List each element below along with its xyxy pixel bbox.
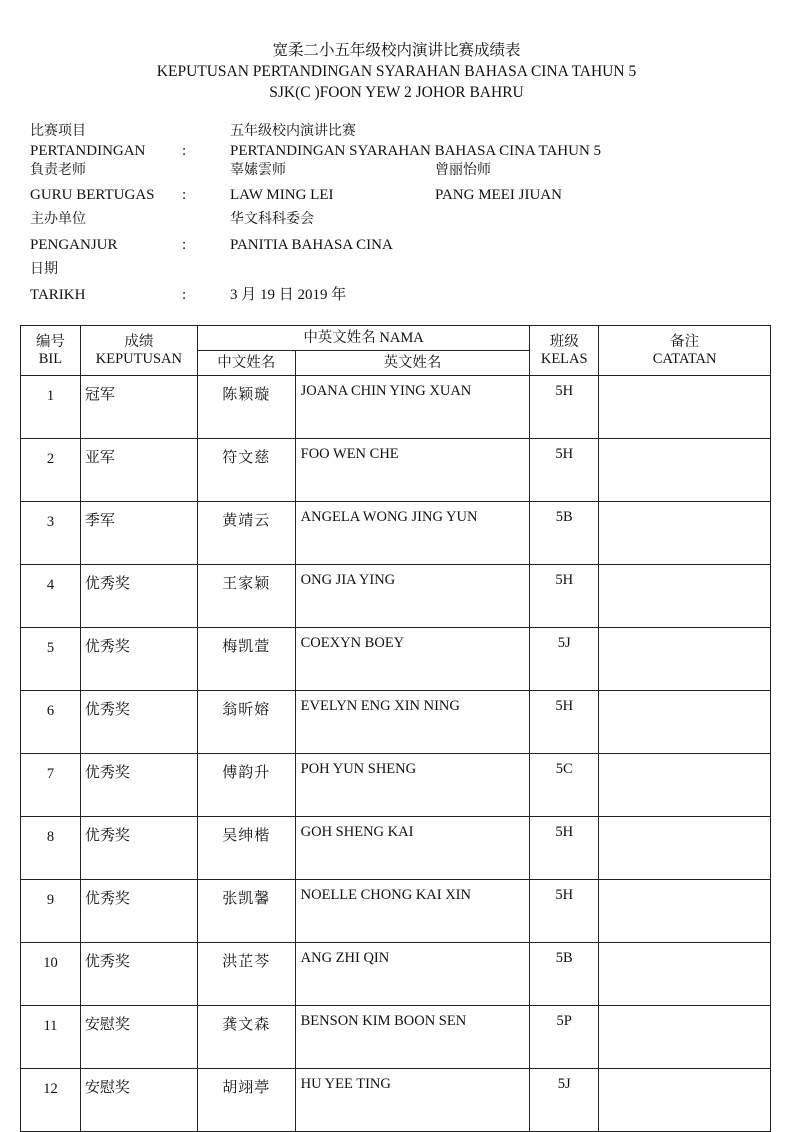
row-name-en: GOH SHENG KAI	[295, 817, 530, 880]
row-name-zh: 黄靖云	[197, 502, 295, 565]
table-row	[21, 502, 771, 565]
row-notes	[599, 1069, 771, 1132]
class-header-zh: 班级	[549, 333, 579, 350]
row-notes	[599, 691, 771, 754]
row-name-en: HU YEE TING	[295, 1069, 530, 1132]
row-notes	[599, 817, 771, 880]
row-result: 优秀奖	[80, 943, 197, 1006]
bil-header-zh: 编号	[35, 333, 65, 350]
table-row	[21, 817, 771, 880]
row-number: 3	[21, 502, 81, 565]
row-number: 7	[21, 754, 81, 817]
teacher-colon: :	[182, 187, 187, 203]
organizer-zh-value: 华文科科委会	[230, 212, 314, 227]
notes-header-ms: CATATAN	[652, 350, 717, 367]
row-notes	[599, 565, 771, 628]
class-header	[530, 326, 599, 376]
row-name-zh: 张凯馨	[197, 880, 295, 943]
row-name-en: POH YUN SHENG	[295, 754, 530, 817]
row-result: 优秀奖	[80, 565, 197, 628]
bil-header	[21, 326, 81, 376]
row-result: 冠军	[80, 376, 197, 439]
result-header-zh: 成绩	[124, 333, 154, 350]
organizer-zh-label: 主办单位	[30, 212, 86, 227]
results-table	[20, 325, 771, 1132]
table-row	[21, 628, 771, 691]
row-name-en: EVELYN ENG XIN NING	[295, 691, 530, 754]
row-notes	[599, 754, 771, 817]
row-class: 5C	[530, 754, 599, 817]
date-value: 3 月 19 日 2019 年	[230, 287, 347, 303]
row-result: 优秀奖	[80, 880, 197, 943]
class-header-ms: KELAS	[540, 350, 588, 367]
row-result: 优秀奖	[80, 817, 197, 880]
row-name-en: JOANA CHIN YING XUAN	[295, 376, 530, 439]
row-result: 优秀奖	[80, 628, 197, 691]
row-name-zh: 胡翊葶	[197, 1069, 295, 1132]
row-name-en: BENSON KIM BOON SEN	[295, 1006, 530, 1069]
row-number: 12	[21, 1069, 81, 1132]
date-zh-label: 日期	[30, 262, 58, 277]
row-number: 1	[21, 376, 81, 439]
name-en-header: 英文姓名	[295, 351, 530, 376]
row-name-zh: 陈颖璇	[197, 376, 295, 439]
organizer-label: PENGANJUR	[30, 237, 118, 253]
row-notes	[599, 880, 771, 943]
row-class: 5B	[530, 943, 599, 1006]
row-result: 亚军	[80, 439, 197, 502]
table-row	[21, 943, 771, 1006]
table-row	[21, 880, 771, 943]
row-number: 6	[21, 691, 81, 754]
row-name-zh: 王家颖	[197, 565, 295, 628]
result-header	[80, 326, 197, 376]
row-name-zh: 傅韵升	[197, 754, 295, 817]
row-name-zh: 梅凯萱	[197, 628, 295, 691]
row-number: 4	[21, 565, 81, 628]
row-number: 11	[21, 1006, 81, 1069]
row-class: 5P	[530, 1006, 599, 1069]
row-notes	[599, 1006, 771, 1069]
title-malay: KEPUTUSAN PERTANDINGAN SYARAHAN BAHASA CINA TAHUN 5	[156, 63, 637, 80]
row-notes	[599, 628, 771, 691]
teacher2-zh: 曾丽怡师	[435, 163, 491, 178]
row-name-en: ANGELA WONG JING YUN	[295, 502, 530, 565]
row-name-en: FOO WEN CHE	[295, 439, 530, 502]
row-name-en: ONG JIA YING	[295, 565, 530, 628]
row-name-zh: 符文慈	[197, 439, 295, 502]
table-row	[21, 754, 771, 817]
teacher-zh-label: 負责老师	[30, 163, 86, 178]
row-name-zh: 洪芷芩	[197, 943, 295, 1006]
row-result: 安慰奖	[80, 1069, 197, 1132]
row-name-zh: 龚文森	[197, 1006, 295, 1069]
row-class: 5B	[530, 502, 599, 565]
event-zh-value: 五年级校内演讲比赛	[230, 124, 356, 139]
results-body	[21, 376, 771, 1132]
teacher1-zh: 辜嫊雲师	[230, 163, 286, 178]
row-class: 5H	[530, 880, 599, 943]
event-zh-label: 比赛项目	[30, 124, 86, 139]
result-header-ms: KEPUTUSAN	[95, 350, 182, 367]
row-notes	[599, 376, 771, 439]
row-name-en: NOELLE CHONG KAI XIN	[295, 880, 530, 943]
row-number: 10	[21, 943, 81, 1006]
row-number: 5	[21, 628, 81, 691]
row-name-zh: 翁昕嫆	[197, 691, 295, 754]
table-row	[21, 565, 771, 628]
header-row-1	[21, 326, 771, 351]
row-result: 优秀奖	[80, 691, 197, 754]
document-header	[0, 40, 793, 103]
organizer-colon: :	[182, 237, 187, 253]
row-result: 优秀奖	[80, 754, 197, 817]
bil-header-ms: BIL	[38, 350, 63, 367]
event-colon: :	[182, 143, 187, 159]
row-class: 5H	[530, 376, 599, 439]
name-zh-header: 中文姓名	[197, 351, 295, 376]
event-label: PERTANDINGAN	[30, 143, 146, 159]
row-class: 5J	[530, 628, 599, 691]
notes-header-zh: 备注	[670, 333, 700, 350]
row-class: 5H	[530, 565, 599, 628]
row-name-zh: 吴绅楷	[197, 817, 295, 880]
teacher2: PANG MEEI JIUAN	[435, 187, 562, 203]
row-name-en: ANG ZHI QIN	[295, 943, 530, 1006]
row-class: 5H	[530, 691, 599, 754]
table-row	[21, 1069, 771, 1132]
notes-header	[599, 326, 771, 376]
row-class: 5H	[530, 817, 599, 880]
table-row	[21, 376, 771, 439]
row-result: 安慰奖	[80, 1006, 197, 1069]
row-notes	[599, 439, 771, 502]
row-notes	[599, 502, 771, 565]
name-group-header: 中英文姓名 NAMA	[197, 326, 529, 351]
title-chinese: 宽柔二小五年级校内演讲比赛成绩表	[272, 42, 521, 59]
row-result: 季军	[80, 502, 197, 565]
organizer-value: PANITIA BAHASA CINA	[230, 237, 393, 253]
school-name: SJK(C )FOON YEW 2 JOHOR BAHRU	[269, 84, 524, 101]
event-value: PERTANDINGAN SYARAHAN BAHASA CINA TAHUN 5	[230, 143, 602, 159]
teacher-label: GURU BERTUGAS	[30, 187, 155, 203]
row-class: 5J	[530, 1069, 599, 1132]
row-name-en: COEXYN BOEY	[295, 628, 530, 691]
row-notes	[599, 943, 771, 1006]
row-class: 5H	[530, 439, 599, 502]
table-row	[21, 691, 771, 754]
row-number: 9	[21, 880, 81, 943]
teacher1: LAW MING LEI	[230, 187, 334, 203]
row-number: 2	[21, 439, 81, 502]
table-row	[21, 1006, 771, 1069]
row-number: 8	[21, 817, 81, 880]
table-row	[21, 439, 771, 502]
date-colon: :	[182, 287, 187, 303]
date-label: TARIKH	[30, 287, 86, 303]
